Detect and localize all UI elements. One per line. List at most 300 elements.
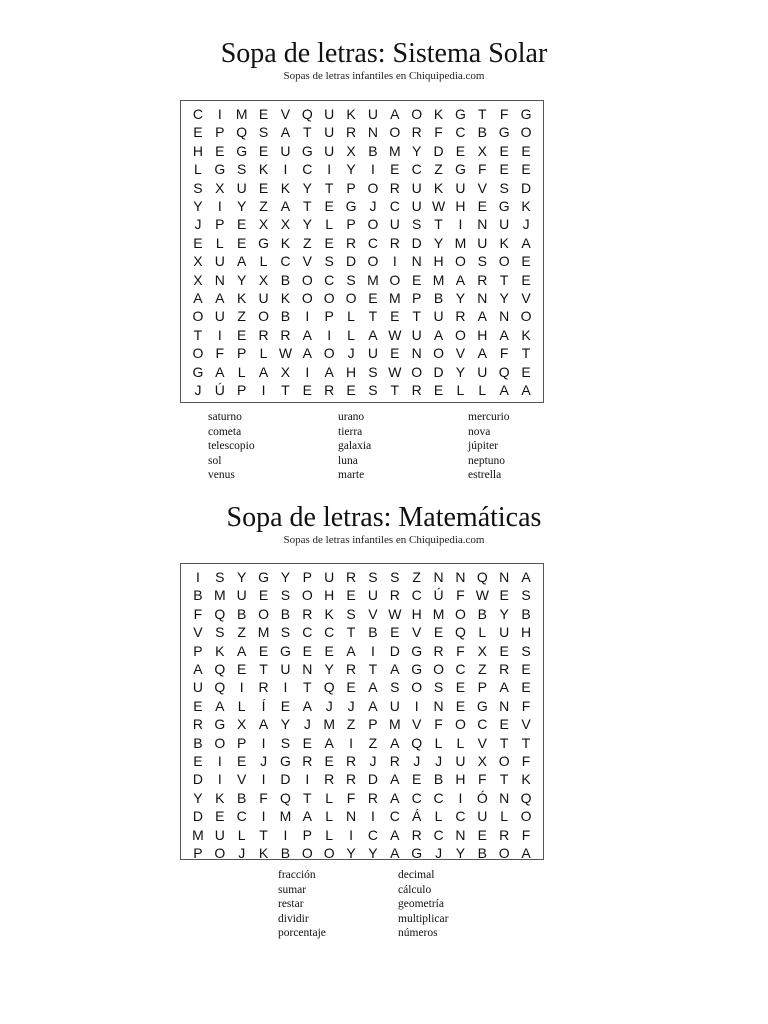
grid-letter: O <box>323 290 335 307</box>
grid-letter: D <box>280 771 291 788</box>
grid-letter: C <box>411 587 422 604</box>
grid-letter: Y <box>193 198 203 215</box>
grid-letter: Z <box>412 569 421 585</box>
grid-letter: U <box>258 290 269 307</box>
grid-letter: C <box>433 789 444 806</box>
grid-letter: E <box>499 716 509 733</box>
grid-letter: G <box>214 161 226 178</box>
grid-letter: H <box>411 605 422 622</box>
grid-letter: K <box>258 161 269 178</box>
grid-letter: R <box>346 234 357 251</box>
grid-letter: A <box>258 716 269 733</box>
grid-letter: X <box>280 363 291 380</box>
grid-letter: F <box>346 789 356 806</box>
grid-letter: X <box>477 753 487 770</box>
grid-letter: I <box>239 679 244 696</box>
grid-letter: E <box>477 198 487 215</box>
grid-letter: P <box>477 679 487 696</box>
grid-letter: O <box>520 808 532 825</box>
grid-letter: L <box>478 382 487 399</box>
grid-letter: R <box>411 124 422 141</box>
grid-letter: A <box>390 826 400 843</box>
grid-letter: L <box>194 161 202 178</box>
grid-letter: R <box>346 753 357 770</box>
grid-letter: X <box>215 179 225 196</box>
grid-letter: F <box>193 605 203 622</box>
grid-letter: F <box>434 124 443 141</box>
word-list <box>278 868 498 941</box>
grid-letter: D <box>521 179 532 196</box>
grid-letter: E <box>455 679 466 696</box>
grid-letter: E <box>433 382 444 399</box>
grid-letter: D <box>192 808 203 825</box>
grid-letter: U <box>411 179 422 196</box>
word-list-item: mercurio <box>468 411 510 423</box>
grid-letter: L <box>347 308 355 325</box>
grid-letter: I <box>217 106 222 122</box>
grid-letter: H <box>433 253 444 270</box>
grid-letter: O <box>520 124 532 141</box>
grid-letter: R <box>367 789 378 806</box>
grid-letter: C <box>433 826 444 843</box>
grid-letter: V <box>193 624 203 641</box>
grid-letter: K <box>324 605 334 622</box>
grid-letter: N <box>477 290 488 307</box>
grid-letter: E <box>390 345 400 362</box>
grid-letter: O <box>367 179 379 196</box>
grid-letter: M <box>388 142 401 159</box>
grid-letter: O <box>323 845 335 862</box>
grid-letter: S <box>215 569 225 585</box>
grid-letter: B <box>237 605 247 622</box>
grid-letter: D <box>433 142 444 159</box>
grid-letter: B <box>193 734 203 751</box>
grid-letter: I <box>305 363 310 380</box>
grid-letter: R <box>346 661 357 678</box>
grid-letter: D <box>192 771 203 788</box>
grid-letter: S <box>477 253 487 270</box>
grid-letter: C <box>411 161 422 178</box>
grid-letter: A <box>521 234 531 251</box>
grid-letter: F <box>521 697 531 714</box>
grid-letter: G <box>192 363 204 380</box>
grid-letter: K <box>521 771 531 788</box>
grid-letter: C <box>324 624 335 641</box>
grid-letter: A <box>390 661 400 678</box>
grid-letter: P <box>412 290 422 307</box>
grid-letter: G <box>498 198 510 215</box>
grid-letter: A <box>215 697 225 714</box>
grid-letter: E <box>346 587 356 604</box>
grid-letter: A <box>237 642 247 659</box>
grid-letter: P <box>215 124 225 141</box>
grid-letter: S <box>193 179 203 196</box>
grid-letter: P <box>237 734 247 751</box>
grid-letter: E <box>258 642 269 659</box>
grid-letter: Z <box>237 624 246 641</box>
grid-letter: G <box>476 697 488 714</box>
grid-letter: E <box>521 661 531 678</box>
grid-letter: O <box>411 106 423 122</box>
grid-letter: X <box>237 716 247 733</box>
grid-letter: J <box>347 697 355 714</box>
grid-letter: E <box>193 124 203 141</box>
grid-letter: S <box>521 642 531 659</box>
grid-letter: D <box>389 642 400 659</box>
word-list-item: luna <box>338 454 358 467</box>
grid-letter: W <box>278 345 293 362</box>
grid-letter: E <box>390 161 400 178</box>
grid-letter: Í <box>261 697 266 714</box>
grid-letter: G <box>236 142 248 159</box>
grid-letter: U <box>214 826 225 843</box>
grid-letter: L <box>325 216 334 233</box>
grid-letter: O <box>323 345 335 362</box>
grid-letter: C <box>236 808 247 825</box>
grid-letter: O <box>411 679 423 696</box>
grid-letter: Q <box>411 734 423 751</box>
grid-letter: H <box>324 587 335 604</box>
grid-letter: B <box>368 142 378 159</box>
grid-letter: E <box>521 363 531 380</box>
grid-letter: Q <box>323 679 335 696</box>
grid-letter: R <box>302 605 313 622</box>
grid-letter: D <box>346 253 357 270</box>
grid-letter: T <box>303 679 312 696</box>
grid-letter: I <box>283 161 288 178</box>
letter-grid <box>180 563 544 860</box>
grid-letter: H <box>192 142 203 159</box>
word-list-item: dividir <box>278 912 309 925</box>
grid-letter: U <box>192 679 203 696</box>
grid-letter: U <box>477 363 488 380</box>
grid-letter: M <box>432 271 445 288</box>
grid-letter: U <box>455 753 466 770</box>
grid-letter: Á <box>412 808 422 825</box>
grid-letter: I <box>305 771 310 788</box>
puzzle-subtitle: Sopas de letras infantiles en Chiquipedia.com <box>283 70 485 82</box>
grid-letter: U <box>477 808 488 825</box>
grid-letter: N <box>214 271 225 288</box>
grid-letter: A <box>302 697 312 714</box>
grid-letter: I <box>327 161 332 178</box>
grid-letter: I <box>283 679 288 696</box>
grid-letter: O <box>301 587 313 604</box>
grid-letter: N <box>346 808 357 825</box>
grid-letter: O <box>214 845 226 862</box>
grid-letter: U <box>499 216 510 233</box>
grid-letter: L <box>215 234 224 251</box>
grid-letter: B <box>368 624 378 641</box>
grid-letter: G <box>279 642 291 659</box>
grid-letter: R <box>389 753 400 770</box>
grid-letter: E <box>215 808 225 825</box>
grid-letter: Y <box>237 198 247 215</box>
grid-letter: T <box>281 382 290 399</box>
grid-letter: A <box>433 326 444 343</box>
grid-letter: Y <box>302 216 312 233</box>
grid-letter: D <box>411 234 422 251</box>
word-list-item: júpiter <box>468 440 499 453</box>
grid-letter: T <box>368 661 378 678</box>
grid-letter: M <box>432 605 445 622</box>
grid-letter: Y <box>237 271 247 288</box>
grid-letter: O <box>411 363 423 380</box>
grid-letter: K <box>280 234 291 251</box>
grid-letter: V <box>368 605 378 622</box>
grid-letter: Q <box>301 106 313 122</box>
grid-letter: I <box>370 161 375 178</box>
grid-letter: I <box>261 808 266 825</box>
letter-grid <box>180 100 544 403</box>
grid-letter: O <box>214 734 226 751</box>
grid-letter: Y <box>499 290 509 307</box>
grid-letter: U <box>324 124 335 141</box>
grid-letter: O <box>433 345 444 362</box>
grid-letter: S <box>412 216 422 233</box>
grid-letter: A <box>455 271 466 288</box>
grid-letter: J <box>194 382 202 399</box>
grid-letter: Q <box>279 789 291 806</box>
grid-letter: Y <box>412 142 422 159</box>
grid-letter: Y <box>237 569 247 585</box>
grid-letter: W <box>388 363 402 380</box>
grid-letter: P <box>193 642 203 659</box>
grid-letter: W <box>388 326 402 343</box>
grid-letter: P <box>368 716 378 733</box>
grid-letter: V <box>521 716 531 733</box>
grid-letter: K <box>521 198 531 215</box>
grid-letter: Y <box>346 161 356 178</box>
grid-letter: I <box>217 771 222 788</box>
grid-letter: E <box>193 753 203 770</box>
grid-letter: M <box>192 826 204 843</box>
grid-letter: A <box>237 253 247 270</box>
grid-letter: T <box>259 826 268 843</box>
grid-letter: J <box>369 198 377 215</box>
grid-letter: O <box>454 326 466 343</box>
grid-letter: J <box>413 753 421 770</box>
puzzle-subtitle: Sopas de letras infantiles en Chiquipedia.com <box>283 534 485 546</box>
grid-letter: E <box>258 587 269 604</box>
grid-letter: B <box>433 290 444 307</box>
grid-letter: L <box>259 345 268 362</box>
grid-letter: F <box>456 642 465 659</box>
grid-letter: T <box>259 661 268 678</box>
word-list-item: fracción <box>278 869 316 881</box>
grid-letter: J <box>325 697 333 714</box>
grid-letter: H <box>521 624 532 641</box>
grid-letter: X <box>193 253 203 270</box>
grid-letter: M <box>279 808 292 825</box>
grid-letter: O <box>498 253 510 270</box>
word-list-item: venus <box>208 469 235 482</box>
grid-letter: C <box>367 826 378 843</box>
grid-letter: E <box>346 382 356 399</box>
grid-letter: K <box>280 290 291 307</box>
grid-letter: I <box>458 216 463 233</box>
grid-letter: T <box>499 771 509 788</box>
grid-letter: R <box>346 771 357 788</box>
grid-letter: P <box>193 845 203 862</box>
grid-letter: S <box>521 587 531 604</box>
grid-letter: E <box>324 234 334 251</box>
grid-letter: O <box>258 308 269 325</box>
grid-letter: G <box>520 106 532 122</box>
grid-letter: R <box>346 124 357 141</box>
grid-letter: Y <box>302 179 312 196</box>
grid-letter: E <box>237 753 247 770</box>
grid-letter: A <box>215 363 225 380</box>
word-list-item: telescopio <box>208 440 255 453</box>
grid-letter: R <box>389 587 400 604</box>
grid-letter: H <box>477 326 488 343</box>
grid-letter: B <box>477 124 487 141</box>
grid-letter: A <box>215 290 225 307</box>
grid-letter: I <box>414 697 419 714</box>
grid-letter: M <box>388 290 401 307</box>
grid-letter: T <box>434 216 443 233</box>
grid-letter: Y <box>324 661 334 678</box>
grid-letter: F <box>521 826 531 843</box>
grid-letter: K <box>280 179 291 196</box>
grid-letter: A <box>499 326 509 343</box>
grid-letter: E <box>302 382 312 399</box>
grid-letter: F <box>499 106 509 122</box>
grid-letter: T <box>303 124 312 141</box>
grid-letter: I <box>217 753 222 770</box>
grid-letter: F <box>478 771 487 788</box>
grid-letter: E <box>521 142 531 159</box>
grid-letter: L <box>434 808 443 825</box>
grid-letter: E <box>302 734 312 751</box>
grid-letter: J <box>194 216 202 233</box>
grid-letter: G <box>258 234 269 251</box>
grid-letter: M <box>388 716 401 733</box>
word-list-item: geometría <box>398 898 444 911</box>
grid-letter: A <box>521 845 531 862</box>
grid-letter: S <box>390 569 400 585</box>
grid-letter: O <box>301 271 313 288</box>
grid-letter: L <box>456 734 465 751</box>
grid-letter: Y <box>193 789 203 806</box>
grid-letter: G <box>454 161 466 178</box>
grid-letter: C <box>389 198 400 215</box>
grid-letter: Z <box>478 661 487 678</box>
grid-letter: C <box>280 253 291 270</box>
word-list-item: neptuno <box>468 454 506 467</box>
grid-letter: Z <box>346 716 356 733</box>
grid-letter: E <box>477 826 487 843</box>
grid-letter: P <box>237 382 247 399</box>
grid-letter: O <box>454 716 466 733</box>
grid-letter: L <box>434 734 443 751</box>
grid-letter: Q <box>498 363 510 380</box>
grid-letter: L <box>237 697 246 714</box>
grid-letter: A <box>302 808 312 825</box>
grid-letter: Z <box>259 198 268 215</box>
grid-letter: B <box>433 771 444 788</box>
grid-letter: B <box>237 789 247 806</box>
grid-letter: A <box>390 789 400 806</box>
grid-letter: T <box>390 382 400 399</box>
grid-letter: J <box>238 845 246 862</box>
grid-letter: N <box>302 661 313 678</box>
grid-letter: O <box>301 290 313 307</box>
grid-letter: Y <box>280 716 291 733</box>
grid-letter: N <box>367 124 378 141</box>
word-list-item: porcentaje <box>278 927 326 940</box>
grid-letter: E <box>215 142 225 159</box>
grid-letter: I <box>217 326 222 343</box>
grid-letter: E <box>412 271 422 288</box>
grid-letter: A <box>477 345 487 362</box>
grid-letter: G <box>454 106 466 122</box>
grid-letter: E <box>258 106 269 122</box>
grid-letter: N <box>411 253 422 270</box>
grid-letter: U <box>367 587 378 604</box>
grid-letter: E <box>193 697 203 714</box>
grid-letter: I <box>349 826 353 843</box>
grid-letter: E <box>324 753 334 770</box>
grid-letter: D <box>367 771 378 788</box>
grid-letter: I <box>195 569 200 585</box>
grid-letter: A <box>302 326 312 343</box>
grid-letter: A <box>499 382 509 399</box>
grid-letter: F <box>434 716 443 733</box>
grid-letter: E <box>390 624 400 641</box>
grid-letter: A <box>477 308 487 325</box>
grid-letter: S <box>280 734 291 751</box>
grid-letter: H <box>346 363 357 380</box>
grid-letter: E <box>521 253 531 270</box>
grid-letter: E <box>258 179 269 196</box>
grid-letter: L <box>259 253 268 270</box>
grid-letter: U <box>280 142 291 159</box>
grid-letter: V <box>412 624 422 641</box>
grid-letter: A <box>390 771 400 788</box>
grid-letter: C <box>477 716 488 733</box>
grid-letter: O <box>367 253 379 270</box>
grid-letter: S <box>499 179 509 196</box>
grid-letter: S <box>346 605 356 622</box>
grid-letter: E <box>412 771 422 788</box>
word-list-item: marte <box>338 469 365 482</box>
word-list-item: galaxia <box>338 440 372 453</box>
grid-letter: K <box>258 845 269 862</box>
grid-letter: G <box>411 642 423 659</box>
grid-letter: E <box>258 142 269 159</box>
word-list-item: saturno <box>208 411 242 423</box>
grid-letter: M <box>454 234 467 251</box>
grid-letter: C <box>324 271 335 288</box>
grid-letter: I <box>283 826 288 843</box>
grid-letter: R <box>411 826 422 843</box>
grid-letter: E <box>368 290 378 307</box>
grid-letter: J <box>347 345 355 362</box>
grid-letter: S <box>324 253 334 270</box>
word-list-item: estrella <box>468 469 502 482</box>
grid-letter: O <box>498 753 510 770</box>
grid-letter: I <box>217 198 222 215</box>
grid-letter: R <box>389 234 400 251</box>
grid-letter: R <box>258 679 269 696</box>
grid-letter: U <box>367 345 378 362</box>
word-list-item: sol <box>208 454 222 467</box>
grid-letter: K <box>215 789 225 806</box>
grid-letter: G <box>258 569 269 585</box>
grid-letter: G <box>279 753 291 770</box>
